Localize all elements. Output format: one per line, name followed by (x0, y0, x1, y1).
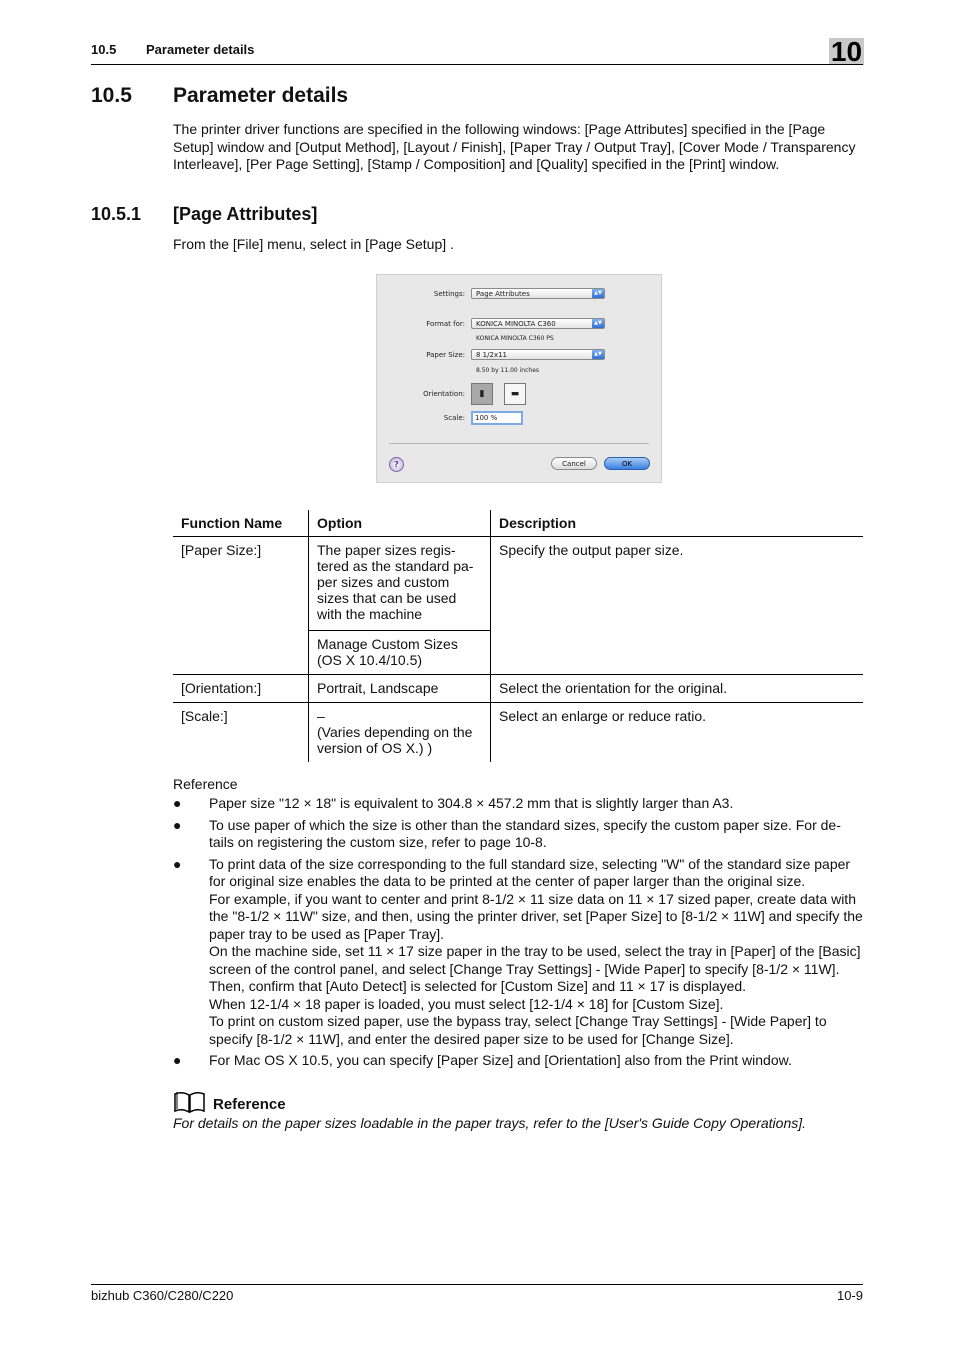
paper-size-popup[interactable] (471, 349, 605, 360)
table-row (173, 537, 863, 631)
portrait-orientation-button[interactable] (471, 383, 493, 405)
list-item-text: For Mac OS X 10.5, you can specify [Paper Size] and [Orientation] also from the Print window. (209, 1052, 792, 1068)
option-cell: Manage Custom Sizes (OS X 10.4/10.5) (309, 631, 491, 675)
list-item-text: To print data of the size corresponding to the full standard size, selecting "W" of the standard size paper for original size enables the data to be printed at the center of paper larger than the original size. (209, 855, 851, 889)
ok-button[interactable]: OK (604, 457, 650, 470)
description-cell: Select the orientation for the original. (491, 675, 864, 703)
portrait-icon: ▮ (479, 389, 485, 399)
parameter-table (173, 510, 863, 762)
paper-size-label: Paper Size: (426, 351, 465, 359)
format-popup[interactable] (471, 318, 605, 329)
footer-rule (91, 1284, 863, 1285)
description-cell: Select an enlarge or reduce ratio. (491, 703, 864, 763)
bullet-icon: ● (173, 855, 182, 872)
bullet-icon: ● (173, 1052, 182, 1068)
list-item-text: Paper size "12 × 18" is equivalent to 304.8 × 457.2 mm that is slightly larger than A3. (209, 795, 734, 811)
option-cell: Portrait, Landscape (309, 675, 491, 703)
running-header (91, 42, 254, 57)
footer-page-number: 10-9 (836, 1288, 863, 1303)
list-item (173, 856, 863, 1049)
section-title: Parameter details (173, 84, 349, 107)
option-dash: – (317, 708, 325, 724)
scale-input[interactable]: 100 % (471, 411, 523, 425)
popup-arrows-icon: ▲▼ (592, 289, 604, 298)
function-cell: [Orientation:] (173, 675, 309, 703)
option-cell: The paper sizes regis-tered as the standard pa-per sizes and custom sizes that can be used with the machine (309, 537, 491, 631)
column-header-function: Function Name (173, 510, 309, 537)
description-cell: Specify the output paper size. (491, 537, 864, 675)
popup-arrows-icon: ▲▼ (592, 319, 604, 328)
settings-value: Page Attributes (476, 290, 530, 298)
table-row (173, 703, 863, 763)
header-section-number: 10.5 (91, 42, 117, 57)
subsection-text: From the [File] menu, select in [Page Setup] . (173, 236, 454, 252)
help-button[interactable]: ? (389, 457, 404, 472)
list-item-text: On the machine side, set 11 × 17 size paper in the tray to be used, select the tray in [Paper] of the [Basic] screen of the control panel, and select [Change Tray Settings] - [Wide Paper] to specify [8-1/2 × 11W]. Then, confirm that [Auto Detect] is selected for [Custom Size] and 11 × 17 is displayed. (209, 943, 861, 994)
table-row (173, 675, 863, 703)
settings-label: Settings: (433, 290, 465, 298)
header-section-title: Parameter details (146, 42, 255, 57)
column-header-description: Description (491, 510, 864, 537)
book-icon (173, 1090, 206, 1114)
bullet-icon: ● (173, 795, 182, 811)
scale-label: Scale: (443, 414, 465, 422)
popup-arrows-icon: ▲▼ (592, 350, 604, 359)
section-number: 10.5 (91, 84, 132, 107)
function-cell: [Scale:] (181, 708, 228, 724)
dialog-separator (389, 443, 649, 444)
footer-product: bizhub C360/C280/C220 (91, 1288, 234, 1303)
chapter-number-badge: 10 (830, 36, 863, 67)
landscape-icon: ▬ (510, 389, 520, 399)
subsection-number: 10.5.1 (91, 204, 142, 224)
subsection-heading (91, 204, 317, 225)
reference-label: Reference (173, 776, 238, 792)
function-cell: [Paper Size:] (173, 537, 309, 675)
reference-list (173, 795, 863, 1074)
format-label: Format for: (426, 320, 465, 328)
cancel-button[interactable]: Cancel (551, 457, 597, 470)
section-intro: The printer driver functions are specified in the following windows: [Page Attributes] specified in the [Page Setup] window and [Output Method], [Layout / Finish], [Paper Tray / Output Tray], [Cover Mode / Transparency Interleave], [Per Page Setting], [Stamp / Composition] and [Quality] specified in the [Print] window. (173, 121, 856, 172)
bullet-icon: ● (173, 816, 182, 833)
list-item-text: For example, if you want to center and print 8-1/2 × 11 size data on 11 × 17 sized paper, create data with the "8-1/2 × 11W" size, and then, using the printer driver, set [Paper Size] to [8-1/2 × 11W] and specify the paper tray to be used as [Paper Tray]. (209, 890, 863, 942)
header-rule (91, 64, 863, 65)
list-item-text: To use paper of which the size is other than the standard sizes, specify the custom paper size. For de-tails on registering the custom size, refer to page 10-8. (209, 816, 841, 850)
section-heading (91, 84, 348, 108)
list-item (173, 795, 863, 813)
reference-box-title: Reference (213, 1096, 286, 1113)
settings-popup[interactable] (471, 288, 605, 299)
paper-size-value: 8 1/2x11 (476, 351, 507, 359)
format-subtext: KONICA MINOLTA C360 PS (476, 335, 554, 342)
landscape-orientation-button[interactable] (504, 383, 526, 405)
list-item (173, 1052, 863, 1070)
page-setup-dialog (376, 274, 662, 483)
list-item (173, 817, 863, 852)
column-header-option: Option (309, 510, 491, 537)
option-cell (309, 703, 491, 763)
option-text: (Varies depending on the version of OS X.) ) (317, 724, 473, 756)
orientation-label: Orientation: (423, 390, 465, 398)
format-value: KONICA MINOLTA C360 (476, 320, 556, 328)
list-item-text: To print on custom sized paper, use the bypass tray, select [Change Tray Settings] - [Wide Paper] to specify [8-1/2 × 11W], and enter the desired paper size to be used for [Change Size]. (209, 1013, 827, 1047)
subsection-title: [Page Attributes] (173, 204, 318, 224)
reference-box-text: For details on the paper sizes loadable in the paper trays, refer to the [User's Guide Copy Operations]. (173, 1115, 807, 1131)
table-header-row (173, 510, 863, 537)
list-item-text: When 12-1/4 × 18 paper is loaded, you must select [12-1/4 × 18] for [Custom Size]. (209, 995, 724, 1012)
paper-size-subtext: 8.50 by 11.00 inches (476, 367, 540, 374)
